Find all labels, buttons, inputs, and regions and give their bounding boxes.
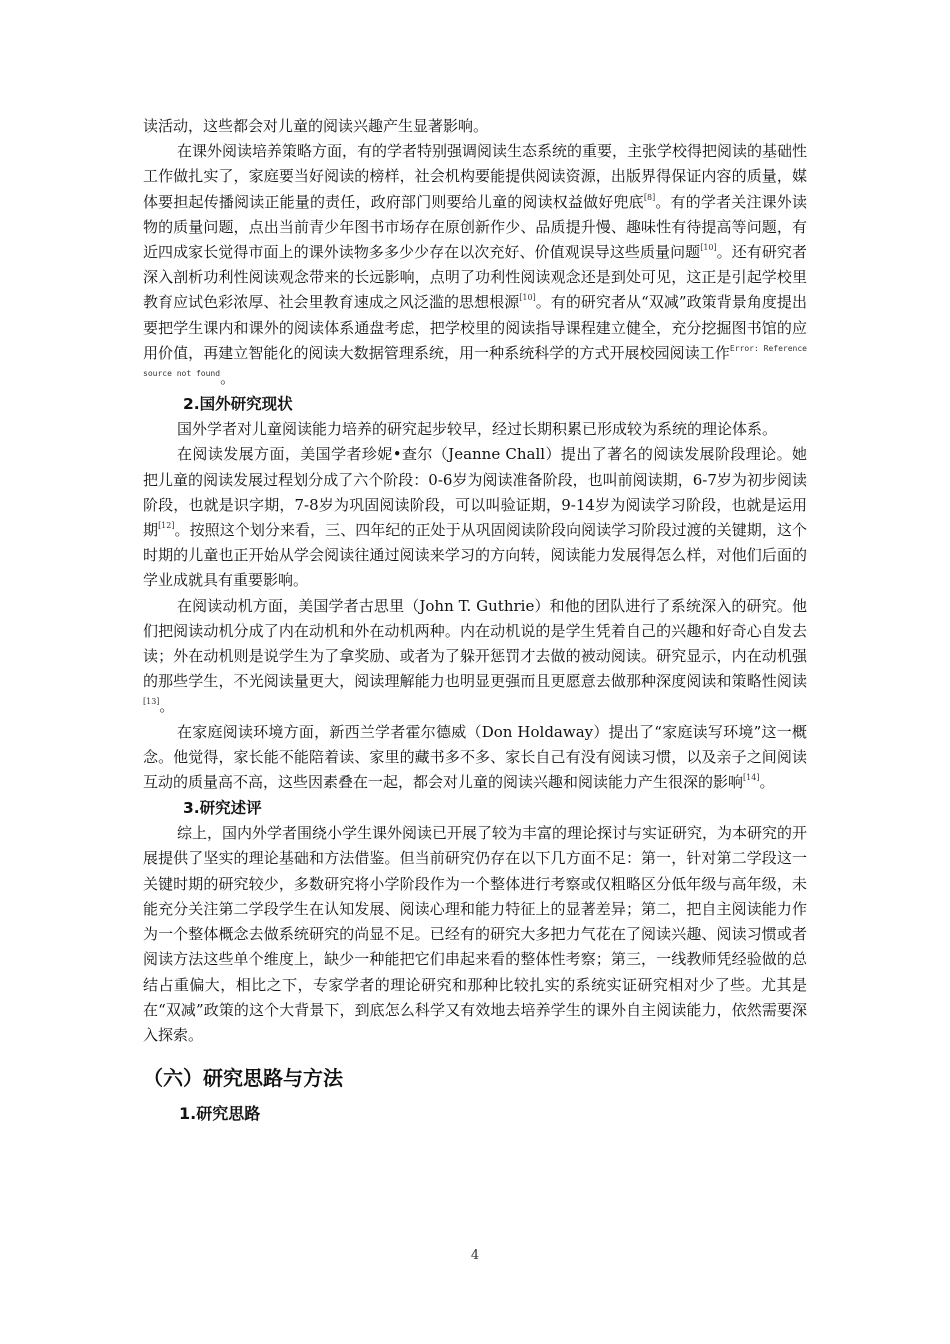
heading-foreign-research: 2.国外研究现状	[183, 395, 293, 414]
paragraph-foreign-intro	[143, 417, 807, 442]
paragraph-review	[143, 821, 807, 1048]
paragraph-text: 在家庭阅读环境方面，新西兰学者霍尔德威（Don Holdaway）提出了“家庭读写环境”这一概念。他觉得，家长能不能陪着读、家里的藏书多不多、家长自己有没有阅读习惯，以及亲子之间阅读互动的质量高不高，这些因素叠在一起，都会对儿童的阅读兴趣和阅读能力产生很深的影响	[143, 722, 807, 792]
heading-research-review: 3.研究述评	[183, 799, 262, 818]
heading-section-6: （六）研究思路与方法	[143, 1066, 343, 1091]
paragraph-text: 在课外阅读培养策略方面，有的学者特别强调阅读生态系统的重要，主张学校得把阅读的基础性工作做扎实了，家庭要当好阅读的榜样，社会机构要能提供阅读资源，出版界得保证内容的质量，媒体要担起传播阅读正能量的责任，政府部门则要给儿童的阅读权益做好兜底	[143, 142, 808, 211]
paragraph-strategy	[143, 139, 807, 391]
citation: [14]	[743, 773, 760, 783]
heading-research-approach: 1.研究思路	[179, 1104, 261, 1124]
paragraph-text: 在阅读动机方面，美国学者古思里（John T. Guthrie）和他的团队进行了系统深入的研究。他们把阅读动机分成了内在动机和外在动机两种。内在动机说的是学生凭着自己的兴趣和好奇心自发去读；外在动机则是说学生为了拿奖励、或者为了躲开惩罚才去做的被动阅读。研究显示，内在动机强的那些学生，不光阅读量更大，阅读理解能力也明显更强而且更愿意去做那种深度阅读和策略性阅读	[143, 596, 807, 691]
paragraph-family-environment	[143, 720, 807, 796]
paragraph-text: 。还有研究者深入剖析功利性阅读观念带来的长远影响，点明了功利性阅读观念还是到处可见，这正是引起学校里教育应试色彩浓厚、社会里教育速成之风泛滥的思想根源	[143, 243, 807, 312]
paragraph-reading-development	[143, 442, 807, 593]
body-text	[143, 114, 807, 1128]
paragraph-continuation	[143, 114, 807, 139]
paragraph-text: 。有的研究者从“双减”政策背景角度提出要把学生课内和课外的阅读体系通盘考虑，把学校里的阅读指导课程建立健全，充分挖掘图书馆的应用价值，再建立智能化的阅读大数据管理系统，用一种系统科学的方式开展校园阅读工作	[143, 293, 807, 362]
page-number: 4	[470, 1248, 480, 1263]
citation: [13]	[143, 697, 160, 707]
paragraph-text: 。有的学者关注课外读物的质量问题，点出当前青少年图书市场存在原创新作少、品质提升慢、趣味性有待提高等问题，有近四成家长觉得市面上的课外读物多多少少存在以次充好、价值观误导这些质量问题	[143, 192, 807, 262]
paragraph-text: 。	[759, 773, 775, 792]
citation: [12]	[158, 521, 175, 531]
paragraph-text: 在阅读发展方面，美国学者珍妮•查尔（Jeanne Chall）提出了著名的阅读发展阶段理论。她把儿童的阅读发展过程划分成了六个阶段：0-6岁为阅读准备阶段，也叫前阅读期，6-7岁为初步阅读阶段，也就是识字期，7-8岁为巩固阅读阶段，可以叫验证期，9-14岁为阅读学习阶段，也就是运用期	[143, 445, 807, 540]
paragraph-text: 读活动，这些都会对儿童的阅读兴趣产生显著影响。	[143, 117, 489, 135]
citation: [10]	[519, 293, 536, 303]
paragraph-text: 。	[159, 697, 175, 716]
paragraph-text: 国外学者对儿童阅读能力培养的研究起步较早，经过长期积累已形成较为系统的理论体系。	[177, 420, 778, 439]
citation: [8]	[643, 192, 656, 202]
paragraph-text: 。	[220, 369, 236, 388]
paragraph-text: 综上，国内外学者围绕小学生课外阅读已开展了较为丰富的理论探讨与实证研究，为本研究的开展提供了坚实的理论基础和方法借鉴。但当前研究仍存在以下几方面不足：第一，针对第二学段这一关键时期的研究较少，多数研究将小学阶段作为一个整体进行考察或仅粗略区分低年级与高年级，未能充分关注第二学段学生在认知发展、阅读心理和能力特征上的显著差异；第二，把自主阅读能力作为一个整体概念去做系统研究的尚显不足。已经有的研究大多把力气花在了阅读兴趣、阅读习惯或者阅读方法这些单个维度上，缺少一种能把它们串起来看的整体性考察；第三，一线教师凭经验做的总结占重偏大，相比之下，专家学者的理论研究和那种比较扎实的系统实证研究相对少了些。尤其是在“双减”政策的这个大背景下，到底怎么科学又有效地去培养学生的课外自主阅读能力，依然需要深入探索。	[143, 824, 808, 1044]
paragraph-reading-motivation	[143, 594, 807, 720]
paragraph-text: 。按照这个划分来看，三、四年纪的正处于从巩固阅读阶段向阅读学习阶段过渡的关键期，这个时期的儿童也正开始从学会阅读往通过阅读来学习的方向转，阅读能力发展得怎么样，对他们后面的学业成就具有重要影响。	[143, 521, 807, 590]
citation: [10]	[700, 243, 717, 253]
reference-error: Error: Reference source not found	[143, 343, 808, 379]
